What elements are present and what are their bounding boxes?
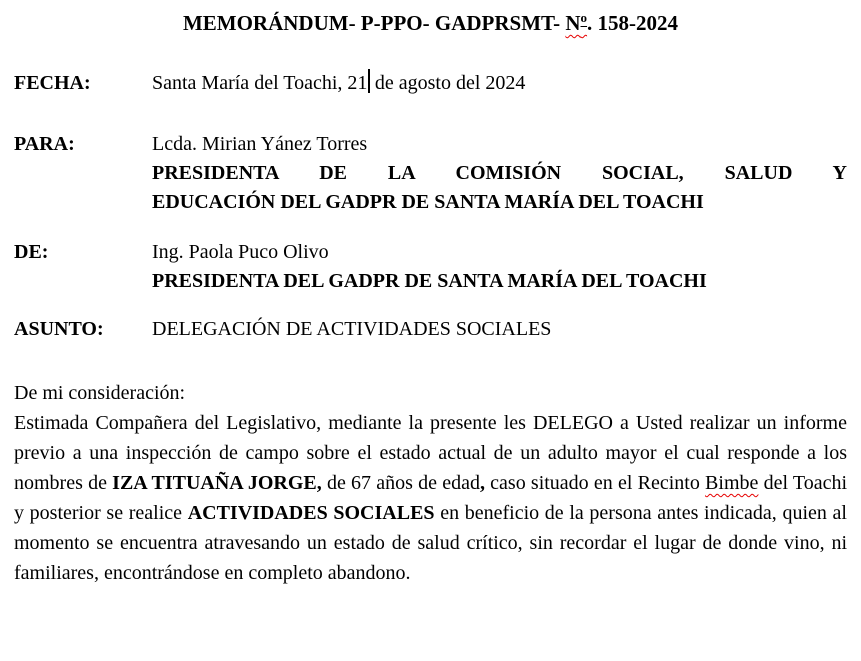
text-run: de 67 años de edad bbox=[321, 472, 480, 494]
fecha-text-after-caret: de agosto del 2024 bbox=[369, 72, 526, 94]
para-recipient-title-line1: PRESIDENTA DE LA COMISIÓN SOCIAL, SALUD Y bbox=[152, 162, 847, 184]
fecha-text-before-caret: Santa María del Toachi, 21 bbox=[152, 72, 368, 94]
misspelled-word: Bimbe bbox=[705, 472, 759, 494]
fecha-row bbox=[14, 69, 847, 98]
bold-text-run: IZA TITUAÑA JORGE, bbox=[112, 472, 322, 494]
para-value bbox=[152, 130, 847, 217]
body-paragraph bbox=[14, 408, 847, 588]
memo-title-prefix: MEMORÁNDUM- P-PPO- GADPRSMT- bbox=[182, 11, 566, 35]
bold-text-run: ACTIVIDADES SOCIALES bbox=[187, 502, 435, 524]
asunto-value: DELEGACIÓN DE ACTIVIDADES SOCIALES bbox=[152, 318, 552, 340]
text-run: caso situado en el Recinto bbox=[484, 472, 706, 494]
asunto-label: ASUNTO: bbox=[14, 318, 104, 340]
bold-text-run: , bbox=[479, 472, 485, 494]
de-value bbox=[152, 238, 847, 296]
asunto-row bbox=[14, 315, 847, 344]
text-run: Estimada Compañera del Legislativo, mediante la presente les DELEGO a Usted realizar un informe previo a una inspección de campo sobre el estado actual de un adulto mayor el cual responde a los nombres de bbox=[14, 412, 847, 494]
para-recipient-title-line2: EDUCACIÓN DEL GADPR DE SANTA MARÍA DEL TOACHI bbox=[152, 191, 704, 213]
salutation: De mi consideración: bbox=[14, 382, 186, 404]
text-run: del Toachi y posterior se realice bbox=[14, 472, 848, 524]
memo-title-suffix: . 158-2024 bbox=[587, 11, 679, 35]
memo-number-letter: N bbox=[565, 11, 581, 35]
fecha-label: FECHA: bbox=[14, 72, 91, 94]
fecha-value bbox=[152, 69, 847, 98]
memo-number-symbol bbox=[565, 11, 587, 35]
de-sender-name: Ing. Paola Puco Olivo bbox=[152, 241, 329, 263]
de-label: DE: bbox=[14, 241, 49, 263]
para-label: PARA: bbox=[14, 133, 75, 155]
para-recipient-name: Lcda. Mirian Yánez Torres bbox=[152, 133, 368, 155]
de-sender-title-line1: PRESIDENTA DEL GADPR DE SANTA MARÍA DEL TOACHI bbox=[152, 270, 707, 292]
memo-title bbox=[14, 9, 847, 38]
para-row bbox=[14, 130, 847, 217]
text-run: en beneficio de la persona antes indicada, quien al momento se encuentra atravesando un estado de salud crítico, sin recordar el lugar de donde vino, ni familiares, encontrándose en completo abandono. bbox=[14, 502, 847, 584]
ordinal-indicator: o bbox=[580, 10, 588, 25]
de-row bbox=[14, 238, 847, 296]
